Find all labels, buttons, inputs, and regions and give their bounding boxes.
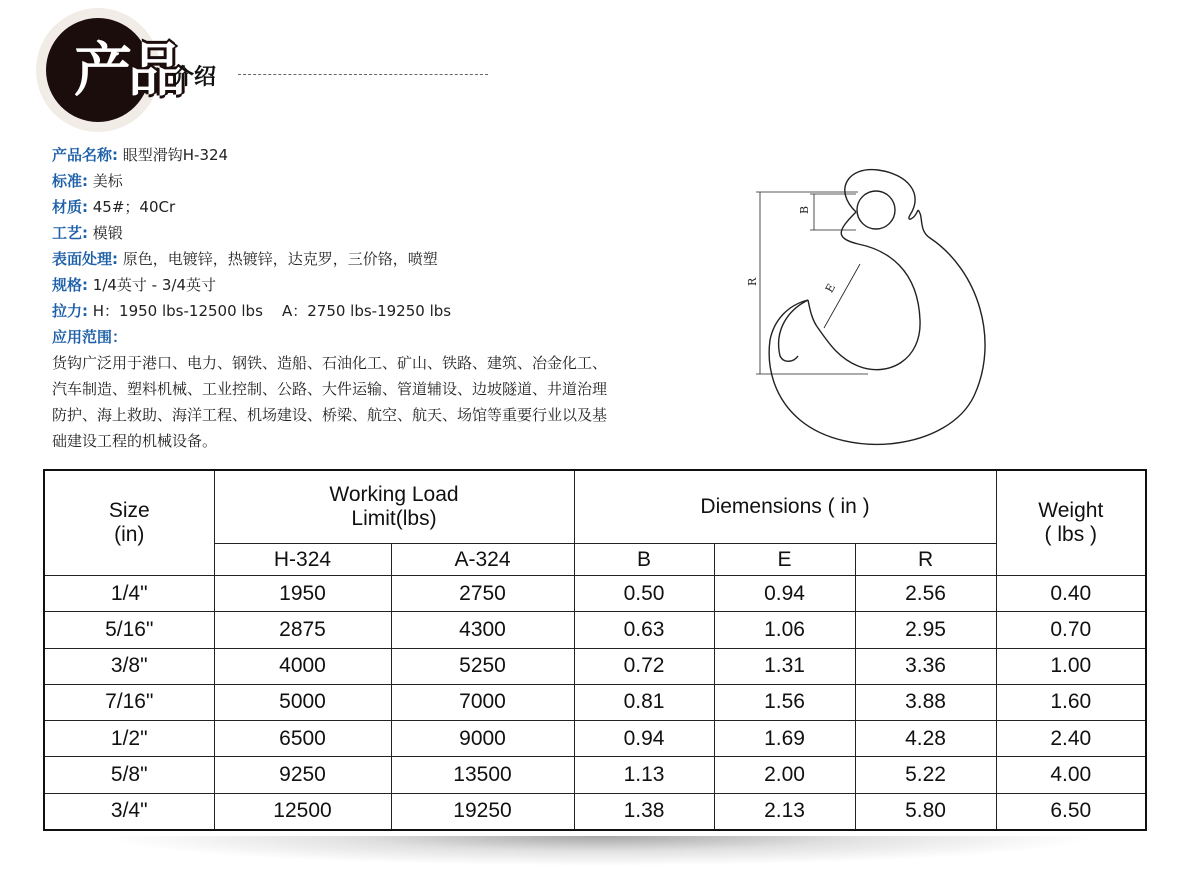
cell-e: 0.94 [714, 576, 855, 612]
cell-h324: 12500 [214, 793, 391, 830]
info-standard-value: 美标 [88, 172, 123, 190]
info-process [52, 220, 652, 246]
cell-r: 4.28 [855, 721, 996, 757]
header-weight: Weight ( lbs ) [996, 470, 1146, 576]
cell-e: 1.31 [714, 648, 855, 684]
info-spec [52, 272, 652, 298]
info-force-value: H：1950 lbs-12500 lbs A：2750 lbs-19250 lbs [88, 302, 452, 320]
dim-e-line [824, 264, 860, 328]
header-b: B [574, 544, 714, 576]
cell-weight: 0.40 [996, 576, 1146, 612]
info-name [52, 142, 652, 168]
cell-h324: 5000 [214, 684, 391, 720]
cell-b: 0.81 [574, 684, 714, 720]
cell-r: 5.22 [855, 757, 996, 793]
info-applications-heading [52, 324, 652, 350]
table-row [44, 793, 1146, 830]
header-a324: A-324 [391, 544, 574, 576]
header-r: R [855, 544, 996, 576]
cell-h324: 2875 [214, 612, 391, 648]
cell-a324: 5250 [391, 648, 574, 684]
header-working-load: Working Load Limit(lbs) [214, 470, 574, 544]
hook-eye-hole [857, 191, 895, 229]
cell-h324: 6500 [214, 721, 391, 757]
info-name-label: 产品名称: [52, 146, 118, 164]
info-process-label: 工艺: [52, 224, 88, 242]
cell-a324: 19250 [391, 793, 574, 830]
cell-e: 1.06 [714, 612, 855, 648]
dim-b-label: B [798, 205, 811, 214]
table-row [44, 612, 1146, 648]
header-h324: H-324 [214, 544, 391, 576]
info-material [52, 194, 652, 220]
dim-e-label: E [822, 281, 839, 295]
hook-tip [779, 300, 808, 361]
header-title: 介绍 [172, 65, 217, 90]
table-row [44, 648, 1146, 684]
header-dimensions: Diemensions ( in ) [574, 470, 996, 544]
info-material-label: 材质: [52, 198, 88, 216]
cell-weight: 1.60 [996, 684, 1146, 720]
cell-r: 2.56 [855, 576, 996, 612]
cell-a324: 13500 [391, 757, 574, 793]
product-info [52, 142, 652, 454]
hook-inner-outline [808, 212, 920, 370]
cell-b: 1.38 [574, 793, 714, 830]
info-surface-label: 表面处理: [52, 250, 118, 268]
cell-h324: 4000 [214, 648, 391, 684]
cell-a324: 2750 [391, 576, 574, 612]
cell-h324: 9250 [214, 757, 391, 793]
dim-r-label: R [746, 277, 759, 286]
cell-weight: 6.50 [996, 793, 1146, 830]
cell-size: 3/8" [44, 648, 214, 684]
cell-weight: 4.00 [996, 757, 1146, 793]
cell-b: 0.63 [574, 612, 714, 648]
table-shadow-decoration [100, 836, 1100, 866]
cell-weight: 0.70 [996, 612, 1146, 648]
cell-size: 7/16" [44, 684, 214, 720]
header-badge [36, 8, 183, 132]
table-row [44, 757, 1146, 793]
cell-e: 2.13 [714, 793, 855, 830]
info-applications-text: 货钩广泛用于港口、电力、钢铁、造船、石油化工、矿山、铁路、建筑、冶金化工、汽车制造、塑料机械、工业控制、公路、大件运输、管道辅设、边坡隧道、井道治理防护、海上救助、海洋工程、机场建设、桥梁、航空、航天、场馆等重要行业以及基础建设工程的机械设备。 [52, 354, 608, 450]
cell-b: 0.50 [574, 576, 714, 612]
table-row [44, 684, 1146, 720]
cell-a324: 9000 [391, 721, 574, 757]
cell-a324: 7000 [391, 684, 574, 720]
cell-r: 5.80 [855, 793, 996, 830]
cell-b: 1.13 [574, 757, 714, 793]
cell-size: 1/2" [44, 721, 214, 757]
table-header-row [44, 470, 1146, 544]
badge-text: 产品 [74, 36, 183, 104]
info-force-label: 拉力: [52, 302, 88, 320]
info-name-value: 眼型滑钩H-324 [118, 146, 229, 164]
cell-size: 3/4" [44, 793, 214, 830]
hook-outer-outline [769, 210, 985, 444]
cell-e: 2.00 [714, 757, 855, 793]
header-dashed-divider [238, 74, 488, 75]
header-e: E [714, 544, 855, 576]
info-surface-value: 原色，电镀锌，热镀锌，达克罗，三价铬，喷塑 [118, 250, 438, 268]
info-spec-label: 规格: [52, 276, 88, 294]
cell-e: 1.56 [714, 684, 855, 720]
cell-b: 0.94 [574, 721, 714, 757]
cell-r: 3.36 [855, 648, 996, 684]
hook-diagram [738, 160, 1018, 460]
info-applications-label: 应用范围： [52, 328, 128, 346]
cell-size: 1/4" [44, 576, 214, 612]
info-process-value: 模锻 [88, 224, 123, 242]
cell-a324: 4300 [391, 612, 574, 648]
info-surface [52, 246, 652, 272]
cell-e: 1.69 [714, 721, 855, 757]
cell-weight: 1.00 [996, 648, 1146, 684]
info-force [52, 298, 652, 324]
cell-weight: 2.40 [996, 721, 1146, 757]
cell-r: 3.88 [855, 684, 996, 720]
info-spec-value: 1/4英寸 - 3/4英寸 [88, 276, 216, 294]
cell-size: 5/16" [44, 612, 214, 648]
spec-table [43, 469, 1147, 831]
cell-r: 2.95 [855, 612, 996, 648]
header-size: Size (in) [44, 470, 214, 576]
table-row [44, 576, 1146, 612]
table-row [44, 721, 1146, 757]
cell-b: 0.72 [574, 648, 714, 684]
cell-size: 5/8" [44, 757, 214, 793]
info-material-value: 45#；40Cr [88, 198, 176, 216]
cell-h324: 1950 [214, 576, 391, 612]
info-standard-label: 标准: [52, 172, 88, 190]
info-standard [52, 168, 652, 194]
